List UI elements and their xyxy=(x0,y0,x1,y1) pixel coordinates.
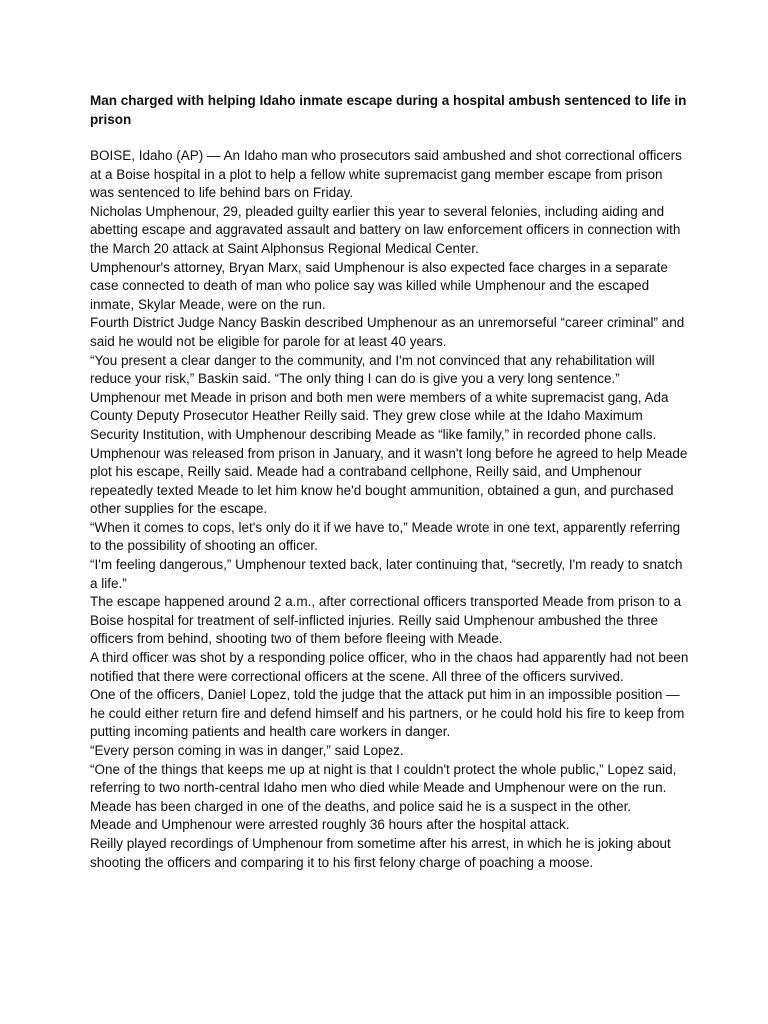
article-paragraph: Reilly played recordings of Umphenour from sometime after his arrest, in which he is joking about shooting the officers and comparing it to his first felony charge of poaching a moose. xyxy=(90,835,671,870)
document-page xyxy=(90,91,690,872)
article-paragraph: “Every person coming in was in danger,” said Lopez. xyxy=(90,743,404,758)
article-paragraph: Nicholas Umphenour, 29, pleaded guilty earlier this year to several felonies, including aiding and abetting escape and aggravated assault and battery on law enforcement officers in connection with the March 20 attack at Saint Alphonsus Regional Medical Center. xyxy=(90,203,681,256)
article-paragraph: A third officer was shot by a responding police officer, who in the chaos had apparently had not been notified that there were correctional officers at the scene. All three of the officers survived. xyxy=(90,650,689,684)
article-paragraph: Umphenour was released from prison in January, and it wasn't long before he agreed to help Meade plot his escape, Reilly said. Meade had a contraband cellphone, Reilly said, and Umphenour repeatedly texted Meade to let him know he'd bought ammunition, obtained a gun, and purchased other supplies for the escape. xyxy=(90,445,688,517)
article-paragraph: “I'm feeling dangerous,” Umphenour texted back, later continuing that, “secretly, I'm ready to snatch a life.” xyxy=(90,557,683,591)
article-paragraph: Meade and Umphenour were arrested roughly 36 hours after the hospital attack. xyxy=(90,817,570,833)
article-paragraph: BOISE, Idaho (AP) — An Idaho man who prosecutors said ambushed and shot correctional officers at a Boise hospital in a plot to help a fellow white supremacist gang member escape from prison was sentenced to life behind bars on Friday. xyxy=(90,148,682,201)
article-paragraph: Umphenour's attorney, Bryan Marx, said Umphenour is also expected face charges in a separate case connected to death of man who police say was killed while Umphenour and the escaped inmate, Skylar Meade, were on the run. xyxy=(90,259,668,312)
article-paragraph: “When it comes to cops, let's only do it if we have to,” Meade wrote in one text, apparently referring to the possibility of shooting an officer. xyxy=(90,519,681,554)
article-paragraph: Fourth District Judge Nancy Baskin described Umphenour as an unremorseful “career criminal” and said he would not be eligible for parole for at least 40 years. xyxy=(90,315,685,349)
article-headline: Man charged with helping Idaho inmate escape during a hospital ambush sentenced to life in prison xyxy=(90,93,687,127)
article-paragraph: The escape happened around 2 a.m., after correctional officers transported Meade from prison to a Boise hospital for treatment of self-inflicted injuries. Reilly said Umphenour ambushed the three officers from behind, shooting two of them before fleeing with Meade. xyxy=(90,594,682,647)
article-paragraph: “One of the things that keeps me up at night is that I couldn't protect the whole public,” Lopez said, referring to two north-central Idaho men who died while Meade and Umphenour were on the run. Meade has been charged in one of the deaths, and police said he is a suspect in the other. xyxy=(90,761,677,814)
article-paragraph: One of the officers, Daniel Lopez, told the judge that the attack put him in an impossible position — he could either return fire and defend himself and his partners, or he could hold his fire to keep from putting incoming patients and health care workers in danger. xyxy=(90,687,685,740)
article-paragraph: “You present a clear danger to the community, and I'm not convinced that any rehabilitation will reduce your risk,” Baskin said. “The only thing I can do is give you a very long sentence.” xyxy=(90,352,655,387)
article-paragraph: Umphenour met Meade in prison and both men were members of a white supremacist gang, Ada County Deputy Prosecutor Heather Reilly said. They grew close while at the Idaho Maximum Security Institution, with Umphenour describing Meade as “like family,” in recorded phone calls. xyxy=(90,389,669,442)
article-body xyxy=(90,147,690,872)
